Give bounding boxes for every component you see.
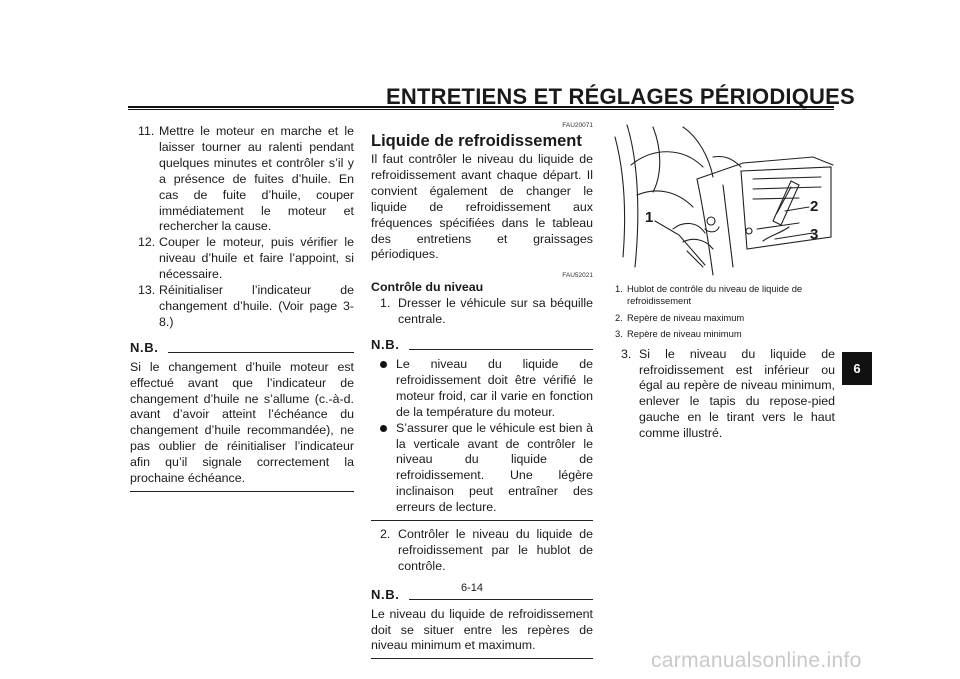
callout-2: 2 [810,198,819,215]
callout-3: 3 [810,226,819,243]
right-column [613,117,835,442]
scooter-side-panel-drawing [613,117,835,279]
chapter-tab: 6 [842,352,872,385]
bullet-icon [380,361,387,368]
step-number: 12. [138,235,156,250]
list-item: S’assurer que le véhicule est bien à la verticale avant de contrôler le niveau du liquide de refroidissement. Une légère inclinaison peut entraîner des erreurs de lecture. [371,421,593,516]
step-number: 13. [138,283,156,298]
step-number: 11. [138,124,155,138]
caption-2: 2. Repère de niveau maximum [615,311,745,323]
note-text: Le niveau du liquide de refroidissement doit se situer entre les repères de niveau minimum et maximum. [371,606,593,653]
step-2 [371,527,593,575]
coolant-level-illustration [613,117,835,279]
step-12 [130,235,354,283]
watermark: carmanualsonline.info [651,649,862,672]
step-text: Si le niveau du liquide de refroidissement est inférieur ou égal au repère de niveau minimum, enlever le tapis du repose-pied gauche en le tirant vers le haut comme illustré. [639,346,835,441]
note-header [130,340,354,356]
step-text: Contrôler le niveau du liquide de refroidissement par le hublot de contrôle. [398,527,593,573]
note-end-rule [130,491,354,492]
step-text: Réinitialiser l’indicateur de changement d’huile. (Voir page 3-8.) [159,283,354,329]
step-11 [130,124,354,235]
page-header-title: ENTRETIENS ET RÉGLAGES PÉRIODIQUES [386,84,855,109]
section-title: Liquide de refroidissement [371,132,582,150]
note-text: Si le changement d’huile moteur est effectué avant que l’indicateur de changement d’huile ne s’allume (c.-à-d. avant d’avoir atteint l’échéance du changement d’huile recommandée), ne pas oublier de réinitialiser l’indicateur afin qu’il signale correctement la prochaine échéance. [130,359,354,486]
step-3 [613,347,835,442]
page-number: 6-14 [461,582,484,594]
step-1 [371,296,593,328]
caption-1: 1. Hublot de contrôle du niveau de liquide de refroidissement [615,283,803,307]
note-end-rule [371,658,593,659]
step-13 [130,283,354,331]
step-text: Dresser le véhicule sur sa béquille centrale. [398,296,593,327]
left-column [130,124,354,492]
note-bullet-list [371,357,593,516]
step-number: 1. [380,296,391,311]
note-rule [168,352,354,353]
caption-3: 3. Repère de niveau minimum [615,328,742,340]
note-label: N.B. [371,337,400,353]
list-item: Le niveau du liquide de refroidissement doit être vérifié le moteur froid, car il varie en fonction de la température du moteur. [371,357,593,421]
step-number: 2. [380,527,391,542]
header-rule [128,106,834,110]
note-label: N.B. [130,339,159,355]
intro-paragraph: Il faut contrôler le niveau du liquide de refroidissement avant chaque départ. Il convient également de changer le liquide de refroidissement aux fréquences spécifiées dans le tableau des entretiens et graissages périodiques. [371,152,593,262]
callout-1: 1 [645,209,654,226]
reference-code: FAU20071 [562,122,593,129]
step-text: Mettre le moteur en marche et le laisser tourner au ralenti pendant quelques minutes et contrôler s’il y a présence de fuites d’huile. En cas de fuite d’huile, couper immédiatement le moteur et rechercher la cause. [159,124,354,234]
middle-column [371,122,593,659]
step-number: 3. [621,346,632,361]
note-rule [409,599,593,600]
note-label: N.B. [371,586,400,602]
bullet-icon [380,425,387,432]
note-end-rule [371,520,593,521]
step-text: Couper le moteur, puis vérifier le niveau d’huile et faire l’appoint, si nécessaire. [159,235,354,282]
subsection-title: Contrôle du niveau [371,280,484,295]
note-rule [409,349,593,350]
note-header [371,337,593,353]
figure-captions [613,283,835,341]
reference-code: FAU52021 [562,272,593,280]
